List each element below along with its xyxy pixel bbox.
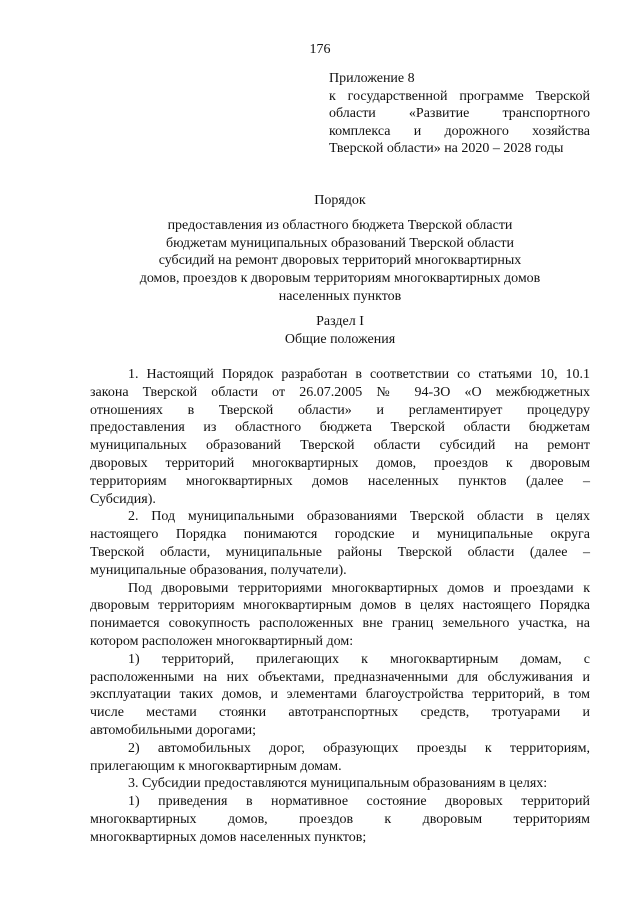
paragraph-line: настоящего Порядка понимаются городские и муниципальные округа: [90, 527, 590, 543]
paragraph-line: котором расположен многоквартирный дом:: [90, 633, 354, 649]
title-line: субсидий на ремонт дворовых территорий многоквартирных: [158, 253, 522, 269]
paragraph-line: Под дворовыми территориями многоквартирных домов и проездами к: [128, 580, 590, 596]
body-text: [90, 366, 590, 847]
page-number: 176: [309, 42, 331, 57]
paragraph-line: закона Тверской области от 26.07.2005 № 94-ЗО «О межбюджетных: [90, 384, 590, 400]
paragraph-line: Тверской области, муниципальные районы Тверской области (далее –: [90, 544, 590, 560]
appendix-title: Приложение 8: [329, 71, 415, 86]
paragraph-line: 1) территорий, прилегающих к многоквартирным домам, с: [128, 651, 590, 667]
title-heading: Порядок: [314, 193, 366, 208]
document-title: [90, 192, 590, 306]
paragraph-line: 1. Настоящий Порядок разработан в соответствии со статьями 10, 10.1: [128, 367, 590, 382]
paragraph-line: Субсидия).: [90, 491, 156, 507]
paragraph-line: предоставления из областного бюджета Тверской области бюджетам: [90, 420, 590, 436]
paragraph-line: понимается совокупность расположенных вне границ земельного участка, на: [90, 616, 590, 632]
paragraph-line: 2. Под муниципальными образованиями Тверской области в целях: [128, 509, 590, 525]
section-number: Раздел I: [316, 314, 364, 329]
appendix-line: области «Развитие транспортного: [329, 106, 590, 121]
paragraph-line: числе местами стоянки автотранспортных средств, тротуарами и: [90, 705, 590, 721]
paragraph-line: 3. Субсидии предоставляются муниципальным образованиям в целях:: [128, 776, 548, 792]
title-line: домов, проездов к дворовым территориям многоквартирных домов: [139, 271, 541, 287]
appendix-line: Тверской области» на 2020 – 2028 годы: [329, 141, 564, 156]
paragraph-line: муниципальные образования, получатели).: [90, 562, 347, 578]
title-line: предоставления из областного бюджета Тверской области: [167, 217, 513, 233]
paragraph-line: расположенными на них объектами, предназначенными для обслуживания и: [90, 669, 590, 685]
paragraph-line: многоквартирных домов населенных пунктов;: [90, 829, 367, 845]
paragraph-line: многоквартирных домов, проездов к дворовым территориям: [90, 811, 590, 827]
paragraph-line: 1) приведения в нормативное состояние дворовых территорий: [128, 794, 590, 810]
title-line: населенных пунктов: [278, 288, 402, 304]
paragraph-line: территориям многоквартирных домов населенных пунктов (далее –: [90, 473, 590, 489]
section-name: Общие положения: [284, 331, 396, 347]
paragraph-line: дворовых территорий многоквартирных домов, проездов к дворовым: [90, 455, 590, 471]
paragraph-line: эксплуатации таких домов, и элементами благоустройства территорий, в том: [90, 687, 590, 703]
paragraph-line: отношениях в Тверской области» и регламентирует процедуру: [90, 402, 590, 418]
section-heading: [90, 313, 590, 349]
paragraph-line: дворовым территориям многоквартирным домов в целях настоящего Порядка: [90, 598, 590, 614]
appendix-header: [329, 70, 590, 158]
appendix-line: комплекса и дорожного хозяйства: [329, 123, 590, 139]
title-line: бюджетам муниципальных образований Тверской области: [165, 235, 515, 251]
paragraph-line: 2) автомобильных дорог, образующих проезды к территориям,: [128, 740, 590, 756]
paragraph-line: прилегающим к многоквартирным домам.: [90, 758, 342, 774]
paragraph-line: автомобильными дорогами;: [90, 722, 257, 738]
appendix-line: к государственной программе Тверской: [329, 88, 590, 104]
paragraph-line: муниципальных образований Тверской области субсидий на ремонт: [90, 438, 590, 454]
